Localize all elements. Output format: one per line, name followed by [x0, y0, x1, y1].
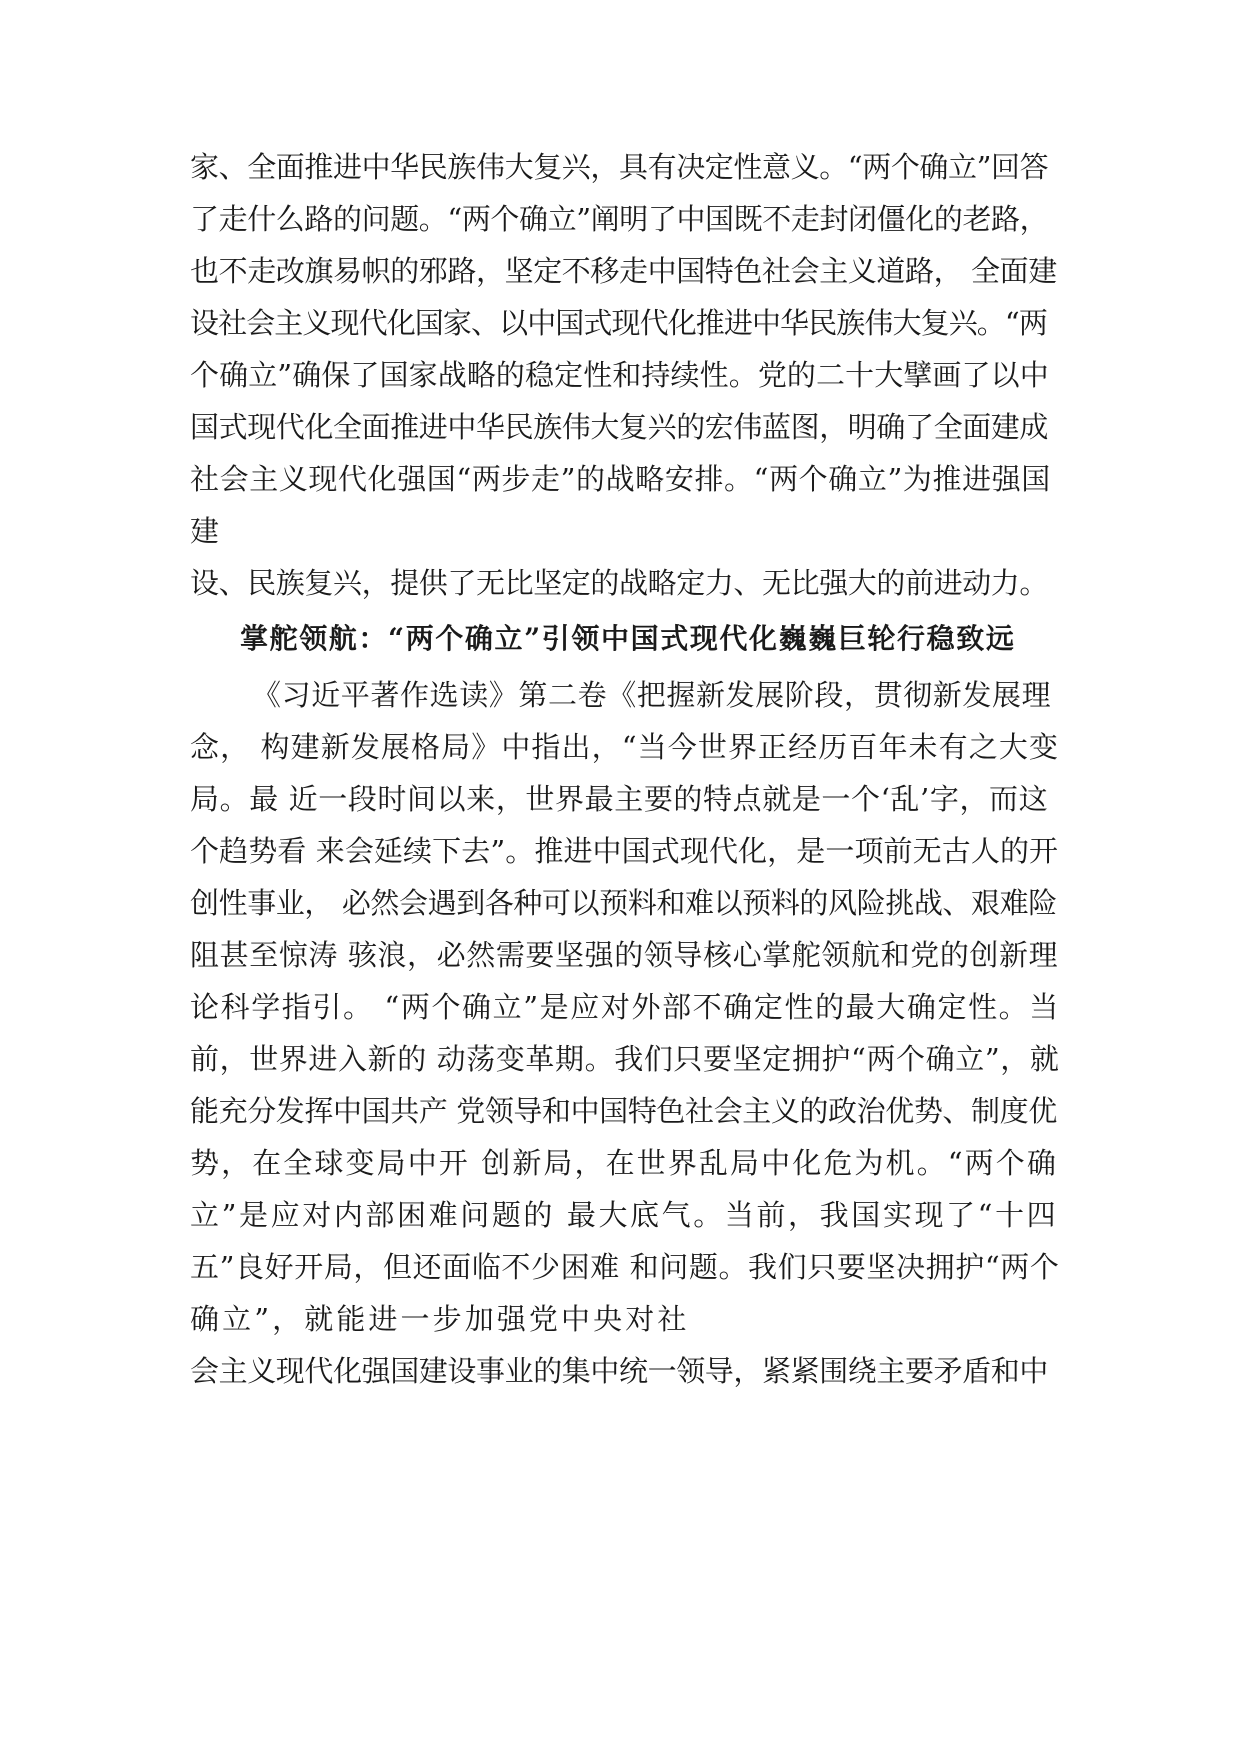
paragraph-1-line: 建 — [190, 514, 223, 548]
paragraph-1-line: 设、民族复兴，提供了无比坚定的战略定力、无比强大的前进动力。 — [190, 566, 1049, 600]
paragraph-1-line: 个确立”确保了国家战略的稳定性和持续性。党的二十大擘画了以中 — [190, 358, 1049, 392]
paragraph-2-line: 阻甚至惊涛 骇浪，必然需要坚强的领导核心掌舵领航和党的创新理 — [190, 938, 1059, 972]
paragraph-2-line: 局。最 近一段时间以来，世界最主要的特点就是一个‘乱’字，而这 — [190, 782, 1049, 816]
paragraph-2-line: 《习近平著作选读》第二卷《把握新发展阶段，贯彻新发展理 — [252, 678, 1052, 712]
paragraph-2-line: 创性事业， 必然会遇到各种可以预料和难以预料的风险挑战、艰难险 — [190, 886, 1057, 920]
paragraph-1-line: 了走什么路的问题。“两个确立”阐明了中国既不走封闭僵化的老路， — [190, 202, 1049, 236]
paragraph-1-line: 社会主义现代化强国“两步走”的战略安排。“两个确立”为推进强国 — [190, 462, 1051, 496]
paragraph-2-line: 前，世界进入新的 动荡变革期。我们只要坚定拥护“两个确立”，就 — [190, 1042, 1060, 1076]
paragraph-2-line: 论科学指引。 “两个确立”是应对外部不确定性的最大确定性。当 — [190, 990, 1060, 1024]
section-heading: 掌舵领航：“两个确立”引领中国式现代化巍巍巨轮行稳致远 — [240, 622, 1016, 655]
paragraph-2-line: 个趋势看 来会延续下去”。推进中国式现代化，是一项前无古人的开 — [190, 834, 1059, 868]
paragraph-2-line: 势，在全球变局中开 创新局，在世界乱局中化危为机。“两个确 — [190, 1146, 1058, 1180]
paragraph-2-line: 能充分发挥中国共产 党领导和中国特色社会主义的政治优势、制度优 — [190, 1094, 1057, 1128]
paragraph-2-line: 立”是应对内部困难问题的 最大底气。当前，我国实现了“十四 — [190, 1198, 1059, 1232]
paragraph-1-line: 设社会主义现代化国家、以中国式现代化推进中华民族伟大复兴。“两 — [190, 306, 1047, 340]
paragraph-1-line: 也不走改旗易帜的邪路，坚定不移走中国特色社会主义道路， 全面建 — [190, 254, 1057, 288]
paragraph-2-line: 念， 构建新发展格局》中指出，“当今世界正经历百年未有之大变 — [190, 730, 1060, 764]
paragraph-1-line: 国式现代化全面推进中华民族伟大复兴的宏伟蓝图，明确了全面建成 — [190, 410, 1049, 444]
paragraph-2-line: 确立”，就能进一步加强党中央对社 — [190, 1302, 690, 1336]
paragraph-2-line: 五”良好开局，但还面临不少困难 和问题。我们只要坚决拥护“两个 — [190, 1250, 1060, 1284]
paragraph-1-line: 家、全面推进中华民族伟大复兴，具有决定性意义。“两个确立”回答 — [190, 150, 1049, 184]
paragraph-2-line: 会主义现代化强国建设事业的集中统一领导，紧紧围绕主要矛盾和中 — [190, 1354, 1049, 1388]
